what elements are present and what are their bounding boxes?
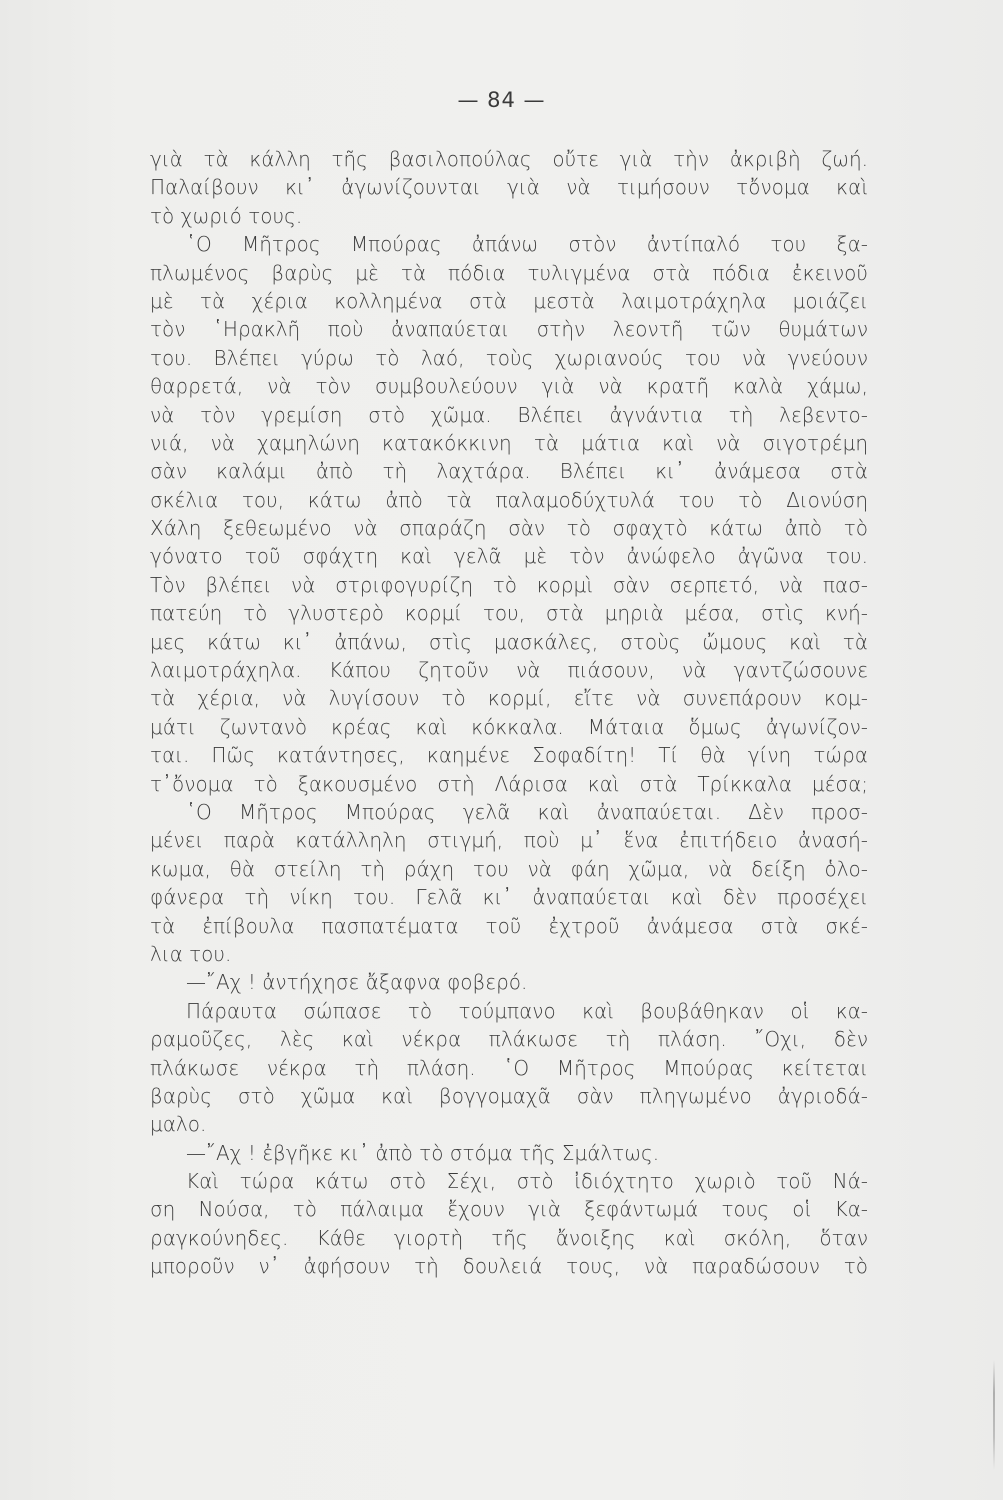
text-line: μένει παρὰ κατάλληλη στιγμή, ποὺ μ᾽ ἕνα ἐπιτήδειο ἀνασή- [150,828,868,853]
text-line: πλάκωσε νέκρα τὴ πλάση. ῾Ο Μῆτρος Μπούρας κείτεται [150,1055,868,1080]
text-line: μαλο. [150,1112,207,1137]
text-line: ται. Πῶς κατάντησες, καημένε Σοφαδίτη! Τί θὰ γίνη τώρα [150,743,868,768]
text-line: πλωμένος βαρὺς μὲ τὰ πόδια τυλιγμένα στὰ πόδια ἐκεινοῦ [150,260,868,285]
page-number: — 84 — [457,88,546,112]
text-line: μὲ τὰ χέρια κολλημένα στὰ μεστὰ λαιμοτράχηλα μοιάζει [150,288,868,313]
text-line: Καὶ τώρα κάτω στὸ Σέχι, στὸ ἰδιόχτητο χωριὸ τοῦ Νά- [186,1169,868,1194]
text-line: —῎Αχ ! ἀντήχησε ἄξαφνα φοβερό. [186,970,528,995]
text-line: μποροῦν ν᾽ ἀφήσουν τὴ δουλειά τους, νὰ παραδώσουν τὸ [150,1254,868,1279]
text-line: ραμοῦζες, λὲς καὶ νέκρα πλάκωσε τὴ πλάση. ῎Οχι, δὲν [150,1027,868,1052]
text-line: ση Νούσα, τὸ πάλαιμα ἔχουν γιὰ ξεφάντωμά τους οἱ Κα- [150,1197,868,1222]
text-line: Παλαίβουν κι᾽ ἀγωνίζουνται γιὰ νὰ τιμήσουν τὄνομα καὶ [150,175,868,200]
text-line: νιά, νὰ χαμηλώνη κατακόκκινη τὰ μάτια καὶ νὰ σιγοτρέμη [150,430,868,455]
text-line: του. Βλέπει γύρω τὸ λαό, τοὺς χωριανούς του νὰ γνεύουν [150,345,868,370]
text-line: —῎Αχ ! ἐβγῆκε κι᾽ ἀπὸ τὸ στόμα τῆς Σμάλτως. [186,1140,660,1165]
text-line: τὰ ἐπίβουλα πασπατέματα τοῦ ἐχτροῦ ἀνάμεσα στὰ σκέ- [150,913,868,938]
text-line: ῾Ο Μῆτρος Μπούρας γελᾶ καὶ ἀναπαύεται. Δὲν προσ- [186,799,868,824]
text-line: μάτι ζωντανὸ κρέας καὶ κόκκαλα. Μάταια ὅμως ἀγωνίζον- [150,714,868,739]
text-line: νὰ τὸν γρεμίση στὸ χῶμα. Βλέπει ἀγνάντια τὴ λεβεντο- [150,402,868,427]
text-line: φάνερα τὴ νίκη του. Γελᾶ κι᾽ ἀναπαύεται καὶ δὲν προσέχει [150,885,868,910]
text-line: ῾Ο Μῆτρος Μπούρας ἀπάνω στὸν ἀντίπαλό του ξα- [186,232,868,257]
text-line: τ᾽ὄνομα τὸ ξακουσμένο στὴ Λάρισα καὶ στὰ Τρίκκαλα μέσα; [150,771,868,796]
text-line: τὰ χέρια, νὰ λυγίσουν τὸ κορμί, εἴτε νὰ συνεπάρουν κομ- [150,686,868,711]
text-line: Πάραυτα σώπασε τὸ τούμπανο καὶ βουβάθηκαν οἱ κα- [186,998,868,1023]
text-line: σὰν καλάμι ἀπὸ τὴ λαχτάρα. Βλέπει κι᾽ ἀνάμεσα στὰ [150,459,868,484]
text-line: Τὸν βλέπει νὰ στριφογυρίζη τὸ κορμὶ σὰν σερπετό, νὰ πασ- [150,572,868,597]
text-line: λια του. [150,941,232,966]
margin-scan-mark [993,1360,995,1470]
text-line: γιὰ τὰ κάλλη τῆς βασιλοπούλας οὔτε γιὰ τὴν ἀκριβὴ ζωή. [150,147,868,171]
text-line: ραγκούνηδες. Κάθε γιορτὴ τῆς ἄνοιξης καὶ σκόλη, ὅταν [150,1225,868,1250]
text-line: τὸ χωριό τους. [150,203,303,228]
text-line: λαιμοτράχηλα. Κάπου ζητοῦν νὰ πιάσουν, νὰ γαντζώσουνε [150,658,868,683]
text-line: πατεύη τὸ γλυστερὸ κορμί του, στὰ μηριὰ μέσα, στὶς κνή- [150,601,868,626]
text-line: τὸν ῾Ηρακλῆ ποὺ ἀναπαύεται στὴν λεοντῆ τῶν θυμάτων [150,317,868,342]
text-line: μες κάτω κι᾽ ἀπάνω, στὶς μασκάλες, στοὺς ὤμους καὶ τὰ [150,629,868,654]
text-line: βαρὺς στὸ χῶμα καὶ βογγομαχᾶ σὰν πληγωμένο ἀγριοδά- [150,1083,868,1108]
text-line: θαρρετά, νὰ τὸν συμβουλεύουν γιὰ νὰ κρατῆ καλὰ χάμω, [150,374,868,399]
body-text [150,145,868,1281]
text-line: Χάλη ξεθεωμένο νὰ σπαράζη σὰν τὸ σφαχτὸ κάτω ἀπὸ τὸ [150,516,868,541]
text-line: γόνατο τοῦ σφάχτη καὶ γελᾶ μὲ τὸν ἀνώφελο ἀγῶνα του. [150,544,868,569]
text-line: σκέλια του, κάτω ἀπὸ τὰ παλαμοδύχτυλά του τὸ Διονύση [150,487,868,512]
text-line: κωμα, θὰ στείλη τὴ ράχη του νὰ φάη χῶμα, νὰ δείξη ὁλο- [150,856,868,881]
